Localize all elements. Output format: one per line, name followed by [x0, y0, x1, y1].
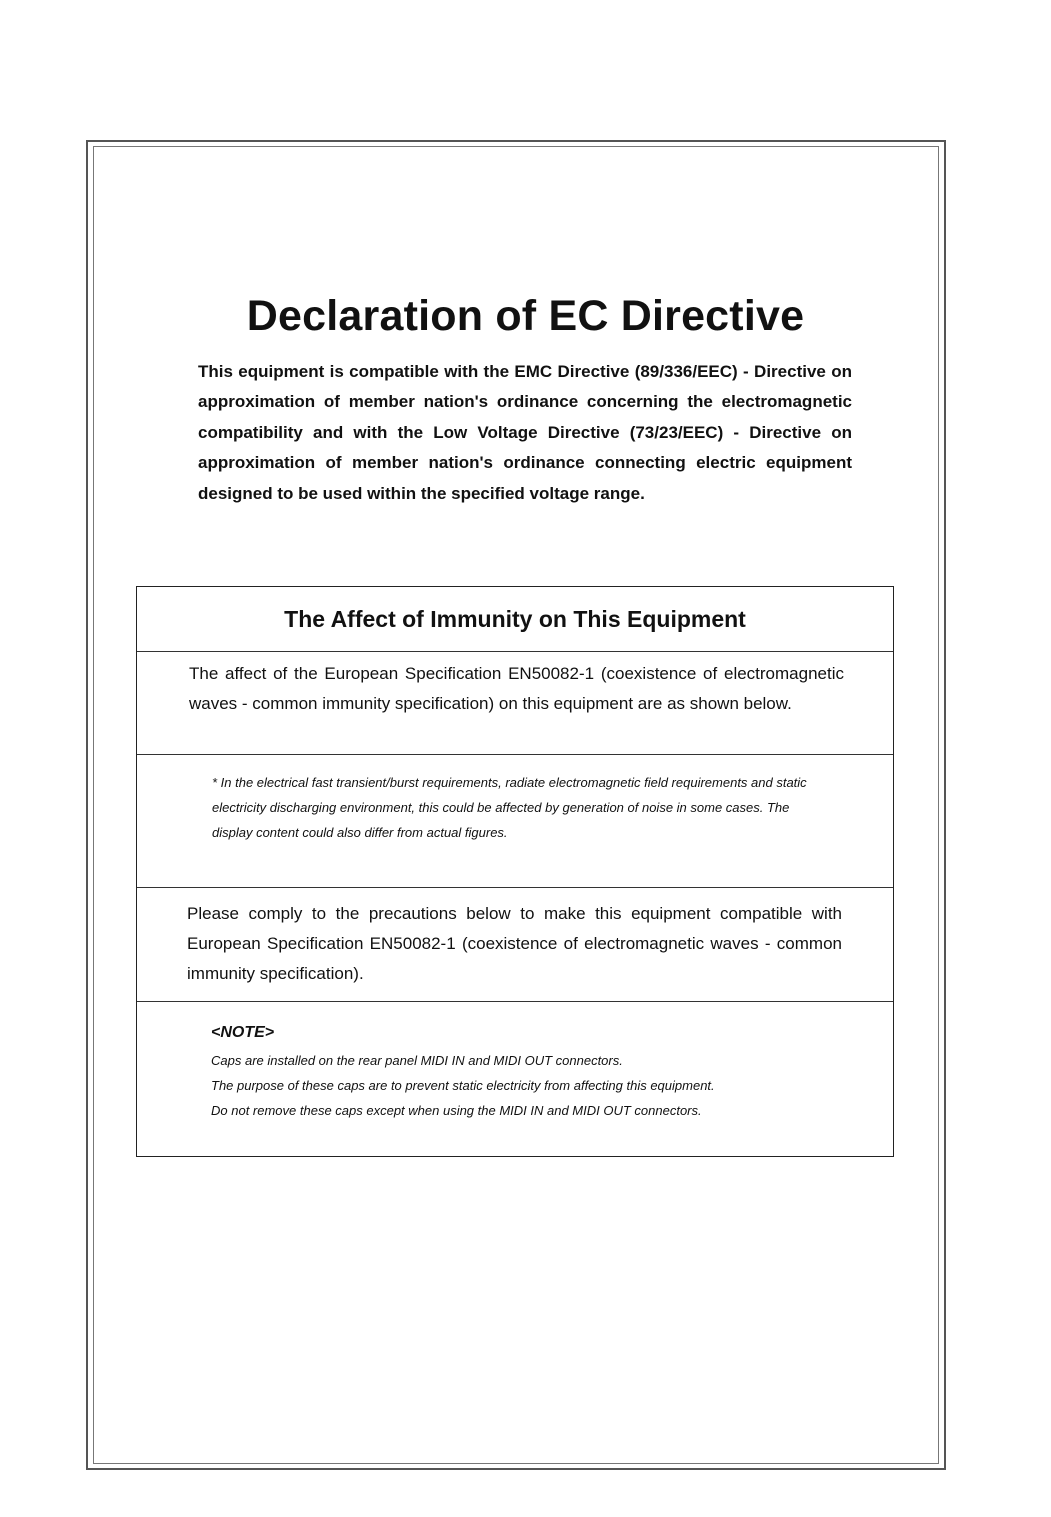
page-title: Declaration of EC Directive: [246, 292, 805, 340]
immunity-box-title: The Affect of Immunity on This Equipment: [284, 605, 746, 632]
note-line: Caps are installed on the rear panel MIDI IN and MIDI OUT connectors.: [211, 1053, 623, 1068]
section-divider: [137, 1001, 893, 1002]
footnote-paragraph: * In the electrical fast transient/burst requirements, radiate electromagnetic field requirements and static electricity discharging environment, this could be affected by generation of noise in some cases. The display content could also differ from actual figures.: [212, 775, 807, 840]
comply-paragraph: Please comply to the precautions below to make this equipment compatible with European Specification EN50082-1 (coexistence of electromagnetic waves - common immunity specification).: [187, 904, 842, 983]
section-divider: [137, 887, 893, 888]
note-label: <NOTE>: [211, 1024, 275, 1041]
note-line: The purpose of these caps are to prevent static electricity from affecting this equipment.: [211, 1078, 715, 1093]
section-divider: [137, 754, 893, 755]
immunity-box-header: [137, 587, 893, 652]
effect-paragraph: The affect of the European Specification EN50082-1 (coexistence of electromagnetic waves - common immunity specification) on this equipment are as shown below.: [189, 664, 844, 713]
immunity-box: [136, 586, 894, 1157]
note-line: Do not remove these caps except when using the MIDI IN and MIDI OUT connectors.: [211, 1103, 702, 1118]
intro-paragraph: This equipment is compatible with the EMC Directive (89/336/EEC) - Directive on approximation of member nation's ordinance concerning the electromagnetic compatibility and with the Low Voltage Directive (73/23/EEC) - Directive on approximation of member nation's ordinance connecting electric equipment designed to be used within the specified voltage range.: [198, 362, 852, 503]
